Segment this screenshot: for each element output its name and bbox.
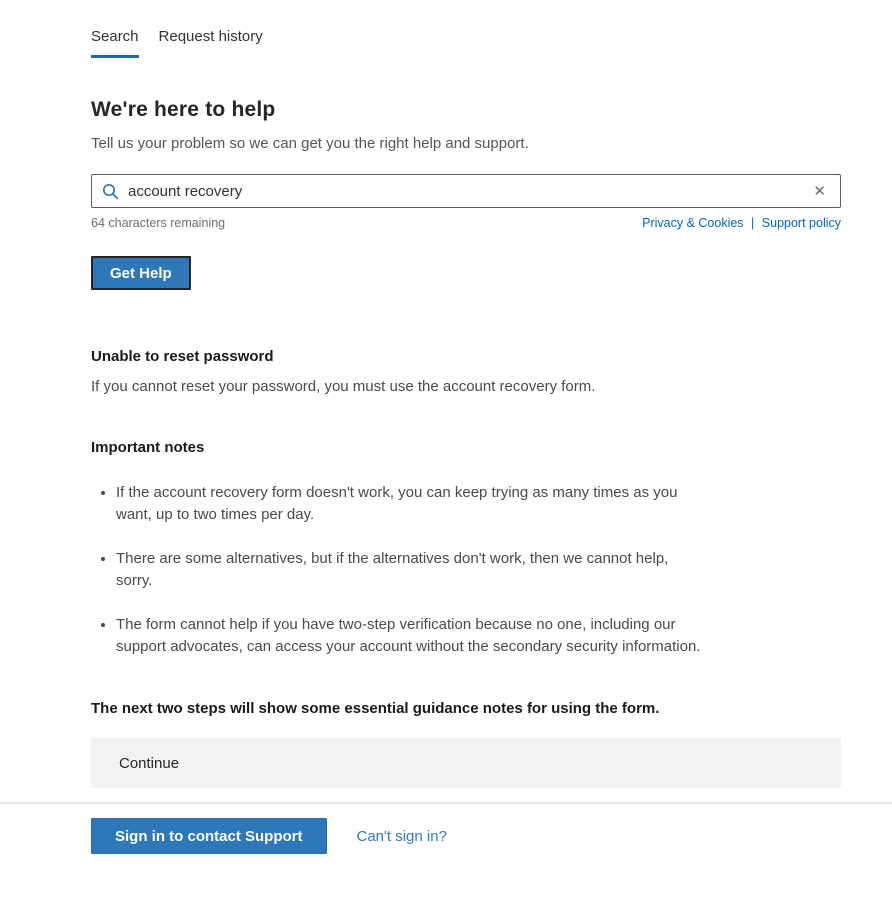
search-icon bbox=[102, 183, 119, 200]
divider bbox=[0, 802, 892, 804]
section-body-unable-to-reset: If you cannot reset your password, you must use the account recovery form. bbox=[91, 378, 596, 395]
important-notes-list bbox=[91, 482, 841, 658]
closing-note: The next two steps will show some essential guidance notes for using the form. bbox=[91, 700, 660, 717]
support-policy-link[interactable]: Support policy bbox=[761, 216, 841, 230]
privacy-cookies-link[interactable]: Privacy & Cookies bbox=[642, 216, 744, 230]
sign-in-button[interactable]: Sign in to contact Support bbox=[91, 818, 327, 854]
tab-bar bbox=[91, 0, 841, 58]
clear-icon[interactable]: ✕ bbox=[813, 182, 826, 200]
page-subtitle: Tell us your problem so we can get you the right help and support. bbox=[91, 135, 529, 152]
search-input[interactable] bbox=[128, 183, 809, 200]
main-content bbox=[91, 0, 841, 788]
list-item: • There are some alternatives, but if the alternatives don't work, then we cannot help, sorry. bbox=[116, 548, 708, 592]
tab-request-history[interactable]: Request history bbox=[158, 28, 263, 45]
policy-links bbox=[642, 216, 841, 230]
continue-bar[interactable] bbox=[91, 738, 841, 788]
page-title: We're here to help bbox=[91, 98, 276, 121]
list-item: • If the account recovery form doesn't work, you can keep trying as many times as you want, up to two times per day. bbox=[116, 482, 708, 526]
footer bbox=[91, 818, 892, 854]
cant-sign-in-link[interactable]: Can't sign in? bbox=[356, 827, 447, 845]
continue-label: Continue bbox=[119, 754, 180, 772]
section-title-important-notes: Important notes bbox=[91, 439, 205, 456]
get-help-button[interactable]: Get Help bbox=[91, 256, 191, 290]
tab-search[interactable]: Search bbox=[91, 28, 139, 58]
characters-remaining: 64 characters remaining bbox=[91, 216, 226, 230]
search-box bbox=[91, 174, 841, 208]
list-item: • The form cannot help if you have two-step verification because no one, including our support advocates, can access your account without the secondary security information. bbox=[116, 614, 708, 658]
link-separator: | bbox=[751, 216, 755, 230]
section-title-unable-to-reset: Unable to reset password bbox=[91, 348, 274, 365]
search-meta-row bbox=[91, 216, 841, 230]
